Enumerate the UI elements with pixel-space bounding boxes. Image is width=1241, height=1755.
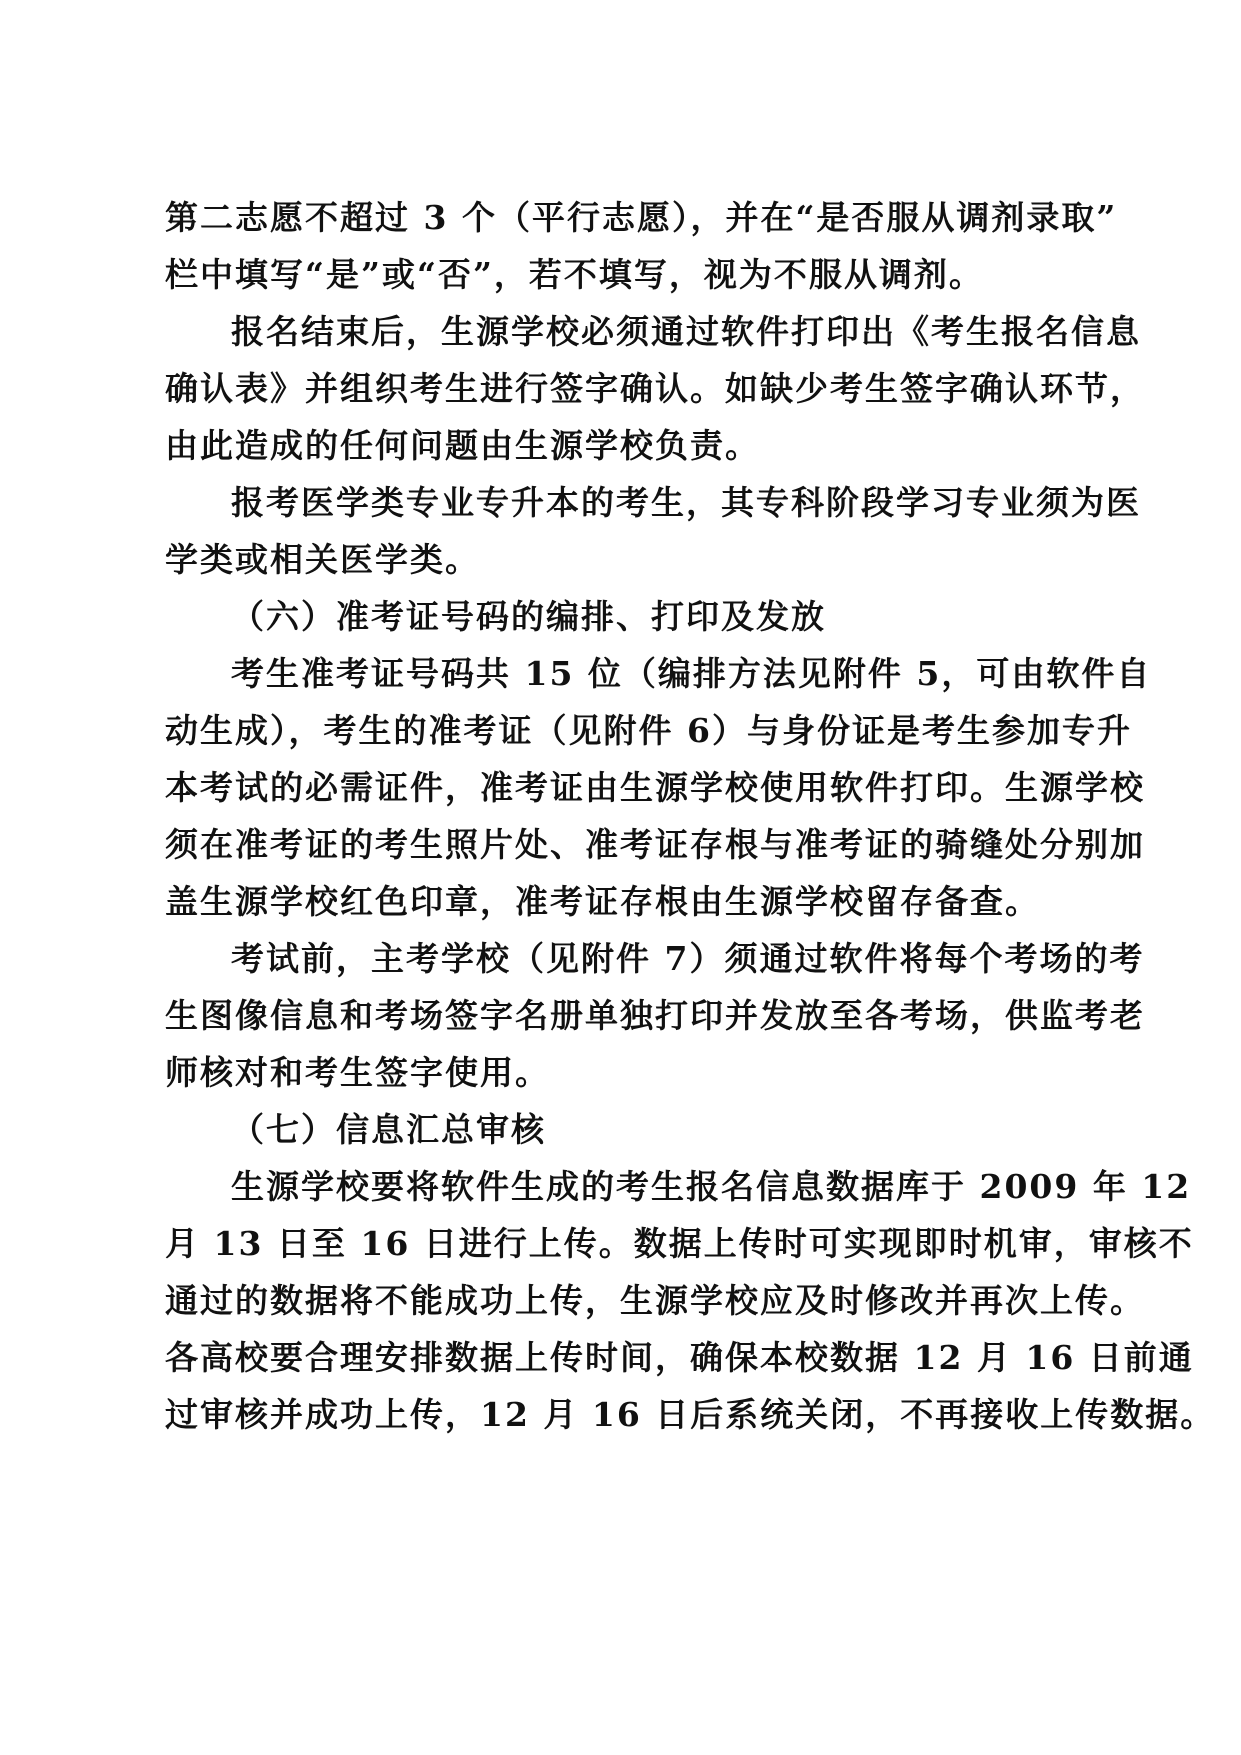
paragraph-line: 各高校要合理安排数据上传时间，确保本校数据 12 月 16 日前通 [165,1338,1194,1377]
paragraph-line: 过审核并成功上传，12 月 16 日后系统关闭，不再接收上传数据。 [165,1395,1216,1434]
paragraph-line: 报名结束后，生源学校必须通过软件打印出《考生报名信息 [231,312,1141,351]
paragraph-line: 学类或相关医学类。 [165,540,480,579]
paragraph-line: 栏中填写“是”或“否”，若不填写，视为不服从调剂。 [165,255,984,294]
paragraph-line: 动生成），考生的准考证（见附件 6）与身份证是考生参加专升 [165,711,1132,750]
section-heading: （六）准考证号码的编排、打印及发放 [231,597,826,636]
section-heading: （七）信息汇总审核 [231,1110,546,1149]
paragraph-line: 第二志愿不超过 3 个（平行志愿），并在“是否服从调剂录取” [165,198,1118,237]
paragraph-line: 由此造成的任何问题由生源学校负责。 [165,426,760,465]
paragraph-line: 考试前，主考学校（见附件 7）须通过软件将每个考场的考 [231,939,1145,978]
paragraph-line: 本考试的必需证件，准考证由生源学校使用软件打印。生源学校 [165,768,1145,807]
paragraph-line: 通过的数据将不能成功上传，生源学校应及时修改并再次上传。 [165,1281,1145,1320]
paragraph-line: 盖生源学校红色印章，准考证存根由生源学校留存备查。 [165,882,1040,921]
paragraph-line: 考生准考证号码共 15 位（编排方法见附件 5，可由软件自 [231,654,1152,693]
paragraph-line: 报考医学类专业专升本的考生，其专科阶段学习专业须为医 [231,483,1141,522]
paragraph-line: 须在准考证的考生照片处、准考证存根与准考证的骑缝处分别加 [165,825,1145,864]
paragraph-line: 生图像信息和考场签字名册单独打印并发放至各考场，供监考老 [165,996,1145,1035]
paragraph-line: 生源学校要将软件生成的考生报名信息数据库于 2009 年 12 [231,1167,1192,1206]
paragraph-line: 确认表》并组织考生进行签字确认。如缺少考生签字确认环节， [165,369,1145,408]
paragraph-line: 师核对和考生签字使用。 [165,1053,550,1092]
paragraph-line: 月 13 日至 16 日进行上传。数据上传时可实现即时机审，审核不 [165,1224,1194,1263]
